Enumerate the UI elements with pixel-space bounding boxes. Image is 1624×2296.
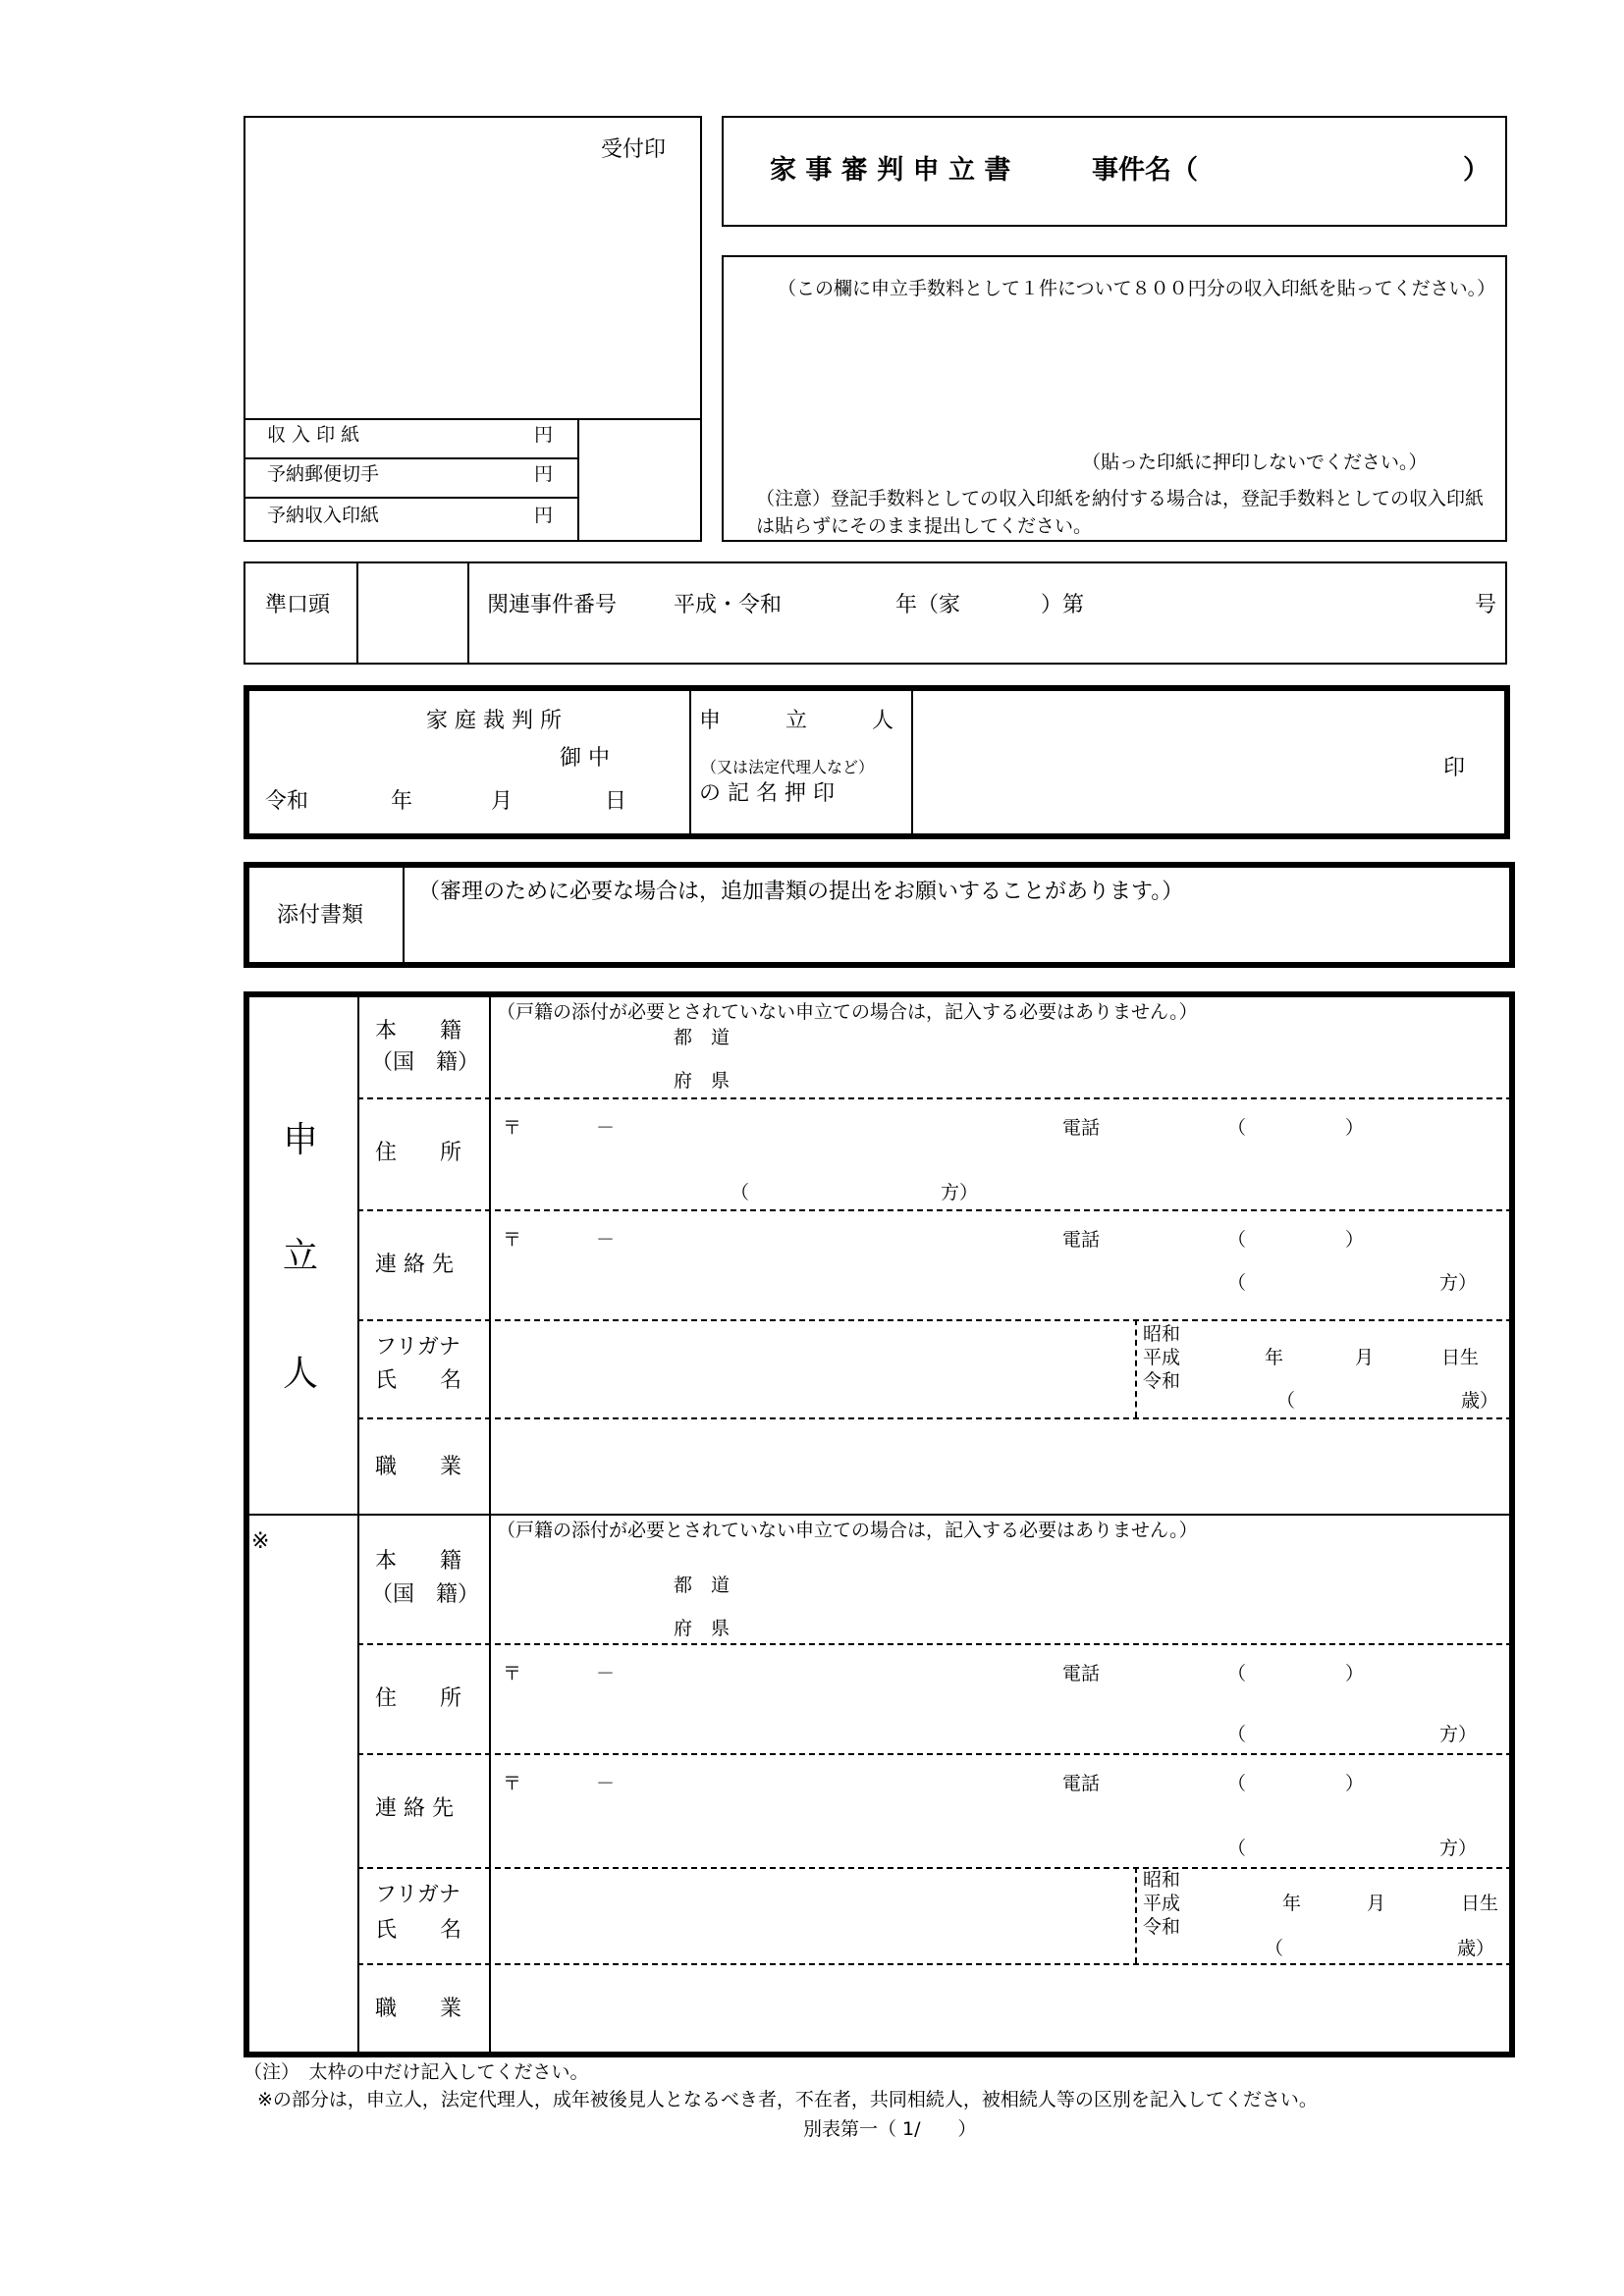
todo-label: 都 道	[674, 1027, 731, 1048]
era-reiwa: 令和	[1143, 1370, 1181, 1392]
document-title: 家 事 審 判 申 立 書	[770, 155, 1011, 186]
postal-mark: 〒 －	[503, 1773, 616, 1794]
address-label: 住 所	[375, 1686, 462, 1711]
date-day-label: 日	[605, 789, 627, 814]
care-of-paren-open: （	[731, 1182, 750, 1203]
stamp-instruction: （この欄に申立手数料として１件について８００円分の収入印紙を貼ってください。）	[778, 278, 1496, 299]
fee-row-label: 収 入 印 紙	[267, 424, 360, 446]
birth-month-label: 月	[1367, 1893, 1386, 1914]
year-label: 年（家	[895, 593, 961, 617]
age-paren-open: （	[1276, 1390, 1296, 1412]
honseki-label: 本 籍	[375, 1019, 462, 1043]
applicant-label: 申 立 人	[699, 709, 894, 733]
postal-mark: 〒 －	[503, 1229, 616, 1251]
honseki-field[interactable]	[493, 1027, 1508, 1095]
furigana-label: フリガナ	[375, 1883, 460, 1907]
oral-application-label: 準口頭	[265, 593, 331, 617]
date-month-label: 月	[491, 789, 514, 814]
phone-paren-close: ）	[1345, 1229, 1365, 1251]
applicant-side-label-1: 申	[283, 1120, 319, 1160]
care-of-paren-open: （	[1227, 1724, 1247, 1745]
kokuseki-label: （国 籍）	[371, 1582, 480, 1607]
care-of-label: 方）	[1439, 1838, 1478, 1859]
case-name-label: 事件名（	[1092, 155, 1198, 186]
fee-row-label: 予納収入印紙	[267, 505, 380, 526]
care-of-label: 方）	[1439, 1272, 1478, 1294]
contact-label: 連 絡 先	[375, 1796, 454, 1821]
applicant-side-label-2: 立	[283, 1236, 319, 1276]
care-of-paren-open: （	[1227, 1838, 1247, 1859]
name-field[interactable]	[493, 1323, 1131, 1415]
birth-month-label: 月	[1355, 1347, 1375, 1368]
go-label: 号	[1475, 593, 1497, 617]
dai-label: ）第	[1041, 593, 1085, 617]
age-paren-open: （	[1265, 1938, 1284, 1959]
registration-fee-note: （注意）登記手数料としての収入印紙を納付する場合は，登記手数料としての収入印紙は貼らずにそのまま提出してください。	[756, 488, 1485, 537]
phone-label: 電話	[1062, 1773, 1101, 1794]
phone-paren-close: ）	[1345, 1117, 1365, 1139]
occupation-label: 職 業	[375, 1455, 462, 1479]
contact-field[interactable]	[493, 1256, 1043, 1296]
onchu-label: 御 中	[560, 746, 610, 771]
occupation-label: 職 業	[375, 1997, 462, 2021]
kokuseki-label: （国 籍）	[371, 1050, 480, 1075]
era-heisei: 平成	[1143, 1347, 1181, 1368]
postal-mark: 〒 －	[503, 1663, 616, 1684]
care-of-paren-open: （	[1227, 1272, 1247, 1294]
date-era-label: 令和	[265, 789, 309, 814]
applicant-side-label-3: 人	[283, 1354, 319, 1394]
oral-application-field[interactable]	[359, 564, 465, 663]
era-showa: 昭和	[1143, 1869, 1181, 1891]
phone-paren-close: ）	[1345, 1663, 1365, 1684]
footer-note-1: （注） 太枠の中だけ記入してください。	[244, 2061, 589, 2083]
era-showa: 昭和	[1143, 1323, 1181, 1345]
signature-label: の 記 名 押 印	[699, 781, 835, 806]
address-label: 住 所	[375, 1141, 462, 1165]
name-label: 氏 名	[375, 1368, 462, 1393]
fee-row-unit: 円	[534, 463, 554, 485]
era-reiwa: 令和	[1143, 1916, 1181, 1938]
no-seal-note: （貼った印紙に押印しないでください。）	[1082, 452, 1428, 473]
occupation-field[interactable]	[493, 1421, 1508, 1510]
care-of-label: 方）	[941, 1182, 979, 1203]
fee-row-label: 予納郵便切手	[267, 463, 380, 485]
era-label: 平成・令和	[674, 593, 783, 617]
birth-day-label: 日生	[1461, 1893, 1499, 1914]
era-heisei: 平成	[1143, 1893, 1181, 1914]
age-label: 歳）	[1457, 1938, 1495, 1959]
name-field[interactable]	[493, 1871, 1131, 1961]
phone-paren-open: （	[1227, 1773, 1247, 1794]
phone-label: 電話	[1062, 1663, 1101, 1684]
honseki-note: （戸籍の添付が必要とされていない申立ての場合は，記入する必要はありません。）	[497, 1001, 1198, 1023]
fuken-label: 府 県	[674, 1070, 731, 1092]
name-label: 氏 名	[375, 1918, 462, 1943]
phone-paren-close: ）	[1345, 1773, 1365, 1794]
todo-label: 都 道	[674, 1575, 731, 1596]
birth-year-label: 年	[1265, 1347, 1284, 1368]
address-field[interactable]	[493, 1143, 1043, 1176]
care-of-label: 方）	[1439, 1724, 1478, 1745]
fuken-label: 府 県	[674, 1618, 731, 1639]
phone-paren-open: （	[1227, 1229, 1247, 1251]
phone-label: 電話	[1062, 1229, 1101, 1251]
fee-row-unit: 円	[534, 505, 554, 526]
contact-label: 連 絡 先	[375, 1253, 454, 1277]
date-year-label: 年	[391, 789, 413, 814]
honseki-note: （戸籍の添付が必要とされていない申立ての場合は，記入する必要はありません。）	[497, 1520, 1198, 1541]
related-case-number-label: 関連事件番号	[487, 593, 618, 617]
honseki-label: 本 籍	[375, 1549, 462, 1574]
page-number: 別表第一（ 1/ ）	[803, 2118, 977, 2140]
phone-paren-open: （	[1227, 1663, 1247, 1684]
legal-rep-note: （又は法定代理人など）	[701, 758, 875, 776]
postal-mark: 〒 －	[503, 1117, 616, 1139]
receipt-stamp-label: 受付印	[601, 137, 667, 162]
party-type-mark: ※	[251, 1529, 270, 1554]
age-label: 歳）	[1461, 1390, 1499, 1412]
furigana-label: フリガナ	[375, 1335, 460, 1360]
address-field[interactable]	[493, 1688, 1043, 1728]
attachments-box	[244, 862, 1515, 968]
occupation-field[interactable]	[493, 1967, 1508, 2052]
case-name-close: ）	[1463, 155, 1489, 186]
attachments-label: 添付書類	[277, 903, 364, 928]
contact-field[interactable]	[493, 1800, 1043, 1840]
honseki-field[interactable]	[493, 1549, 1508, 1641]
seal-mark: 印	[1443, 756, 1466, 780]
applicant-signature-field[interactable]	[914, 688, 1501, 833]
birth-day-label: 日生	[1441, 1347, 1480, 1368]
fee-row-unit: 円	[534, 424, 554, 446]
phone-paren-open: （	[1227, 1117, 1247, 1139]
footer-note-2: ※の部分は，申立人，法定代理人，成年被後見人となるべき者，不在者，共同相続人，被相続人等の区別を記入してください。	[257, 2089, 1318, 2110]
party-type-field[interactable]	[247, 1561, 355, 2052]
phone-label: 電話	[1062, 1117, 1101, 1139]
court-name-label: 家 庭 裁 判 所	[426, 709, 562, 733]
birth-year-label: 年	[1282, 1893, 1302, 1914]
attachments-note: （審理のために必要な場合は，追加書類の提出をお願いすることがあります。）	[418, 880, 1184, 904]
